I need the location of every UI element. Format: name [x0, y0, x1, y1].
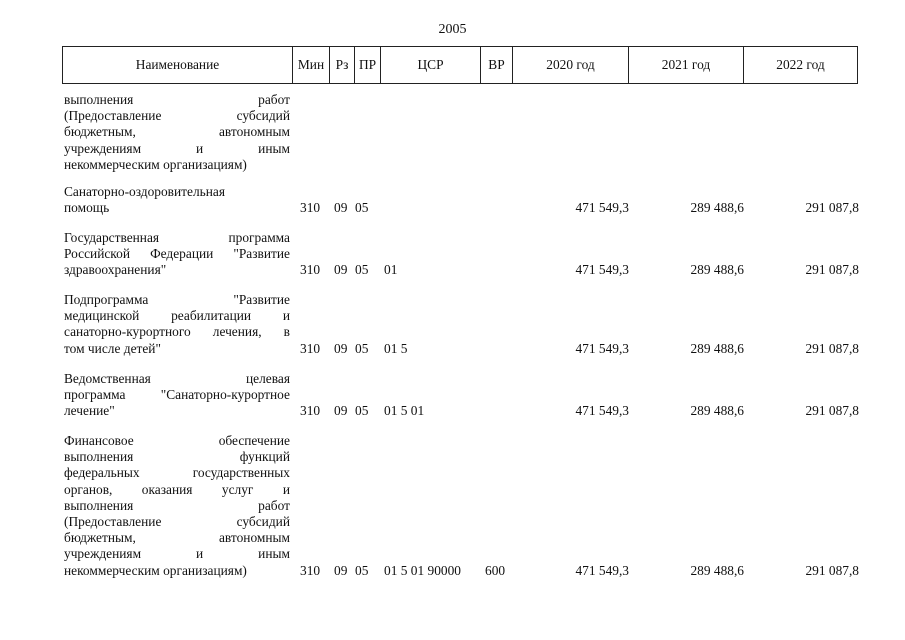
row-cell-y2021: 289 488,6	[690, 403, 744, 419]
header-2020: 2020 год	[513, 47, 629, 83]
row-name-line: выполнения функций	[64, 449, 290, 465]
header-min: Мин	[293, 47, 330, 83]
row-name-line: здравоохранения"	[64, 262, 167, 278]
row-cell-y2022: 291 087,8	[805, 200, 859, 216]
row-cell-vr	[485, 262, 513, 278]
row-cell-y2021: 289 488,6	[690, 200, 744, 216]
row-cell-y2020: 471 549,3	[575, 262, 629, 278]
row-cell-min: 310	[300, 562, 321, 578]
row-name-line: Подпрограмма "Развитие	[64, 292, 290, 307]
row-cell-y2022: 291 087,8	[805, 262, 859, 278]
row-name-line: том числе детей"	[64, 340, 161, 356]
row-cell-pr: 05	[355, 562, 369, 578]
row-cell-y2020: 471 549,3	[575, 340, 629, 356]
row-cell-rz: 09	[334, 562, 348, 578]
header-csr: ЦСР	[381, 47, 481, 83]
header-vr: ВР	[481, 47, 513, 83]
row-name-line: некоммерческим организациям)	[64, 562, 247, 578]
header-name: Наименование	[63, 47, 293, 83]
table-header	[62, 46, 858, 84]
row-cell-min: 310	[300, 403, 321, 419]
row-cell-csr: 01 5 01	[384, 403, 425, 419]
row-cell-min: 310	[300, 262, 321, 278]
header-pr: ПР	[355, 47, 381, 83]
row-cell-y2022: 291 087,8	[805, 403, 859, 419]
row-cell-min	[300, 157, 330, 173]
row-cell-y2022	[750, 157, 859, 173]
row-cell-y2020: 471 549,3	[575, 200, 629, 216]
row-name-line: (Предоставление субсидий	[64, 514, 290, 529]
row-name-line: (Предоставление субсидий	[64, 108, 290, 124]
row-cell-rz	[334, 157, 356, 173]
row-cell-vr	[485, 403, 513, 419]
row-cell-vr	[485, 157, 513, 173]
row-cell-y2022: 291 087,8	[805, 340, 859, 356]
row-cell-pr: 05	[355, 340, 369, 356]
row-cell-vr	[485, 200, 513, 216]
row-cell-rz: 09	[334, 403, 348, 419]
page-number: 2005	[438, 22, 467, 37]
row-cell-y2022: 291 087,8	[805, 562, 859, 578]
row-name-line: некоммерческим организациям)	[64, 156, 247, 172]
row-name-line: санаторно-курортного лечения, в	[64, 324, 290, 340]
row-name-line: выполнения работ	[64, 92, 290, 107]
row-name-line: Российской Федерации "Развитие	[64, 246, 290, 262]
row-name-line: федеральных государственных	[64, 465, 290, 481]
row-cell-rz: 09	[334, 340, 348, 356]
row-cell-y2021	[640, 157, 744, 173]
header-2022: 2022 год	[776, 57, 825, 72]
row-name-line: Финансовое обеспечение	[64, 433, 290, 448]
row-cell-y2021: 289 488,6	[690, 340, 744, 356]
row-cell-y2021: 289 488,6	[690, 562, 744, 578]
row-cell-y2020: 471 549,3	[575, 562, 629, 578]
row-cell-csr: 01 5 01 90000	[384, 562, 461, 578]
row-cell-y2020: 471 549,3	[575, 403, 629, 419]
row-cell-min: 310	[300, 340, 321, 356]
row-cell-vr: 600	[485, 562, 506, 578]
row-name-line: медицинской реабилитации и	[64, 308, 290, 324]
row-name-line: помощь	[64, 200, 110, 216]
row-name-line: программа "Санаторно-курортное	[64, 387, 290, 403]
row-name-line: Санаторно-оздоровительная	[64, 184, 226, 199]
row-name-line: выполнения работ	[64, 497, 290, 513]
row-cell-csr	[384, 157, 482, 173]
row-cell-vr	[485, 341, 513, 357]
row-name-line: Государственная программа	[64, 230, 290, 245]
row-cell-rz: 09	[334, 262, 348, 278]
row-cell-csr: 01 5	[384, 340, 408, 356]
row-cell-pr: 05	[355, 262, 369, 278]
row-name-line: учреждениям и иным	[64, 140, 290, 156]
row-name-line: учреждениям и иным	[64, 546, 290, 562]
header-2021: 2021 год	[629, 47, 744, 83]
row-cell-pr: 05	[355, 200, 369, 216]
row-cell-min: 310	[300, 200, 321, 216]
row-cell-pr	[355, 157, 377, 173]
header-rz: Рз	[330, 47, 355, 83]
row-cell-y2020	[530, 157, 629, 173]
row-name-line: лечение"	[64, 403, 115, 419]
row-name-line: бюджетным, автономным	[64, 530, 290, 546]
row-cell-csr: 01	[384, 262, 398, 278]
row-name-line: Ведомственная целевая	[64, 371, 290, 386]
row-name-line: бюджетным, автономным	[64, 124, 290, 140]
row-cell-rz: 09	[334, 200, 348, 216]
row-cell-y2021: 289 488,6	[690, 262, 744, 278]
row-cell-csr	[384, 200, 482, 216]
row-name-line: органов, оказания услуг и	[64, 481, 290, 497]
row-cell-pr: 05	[355, 403, 369, 419]
